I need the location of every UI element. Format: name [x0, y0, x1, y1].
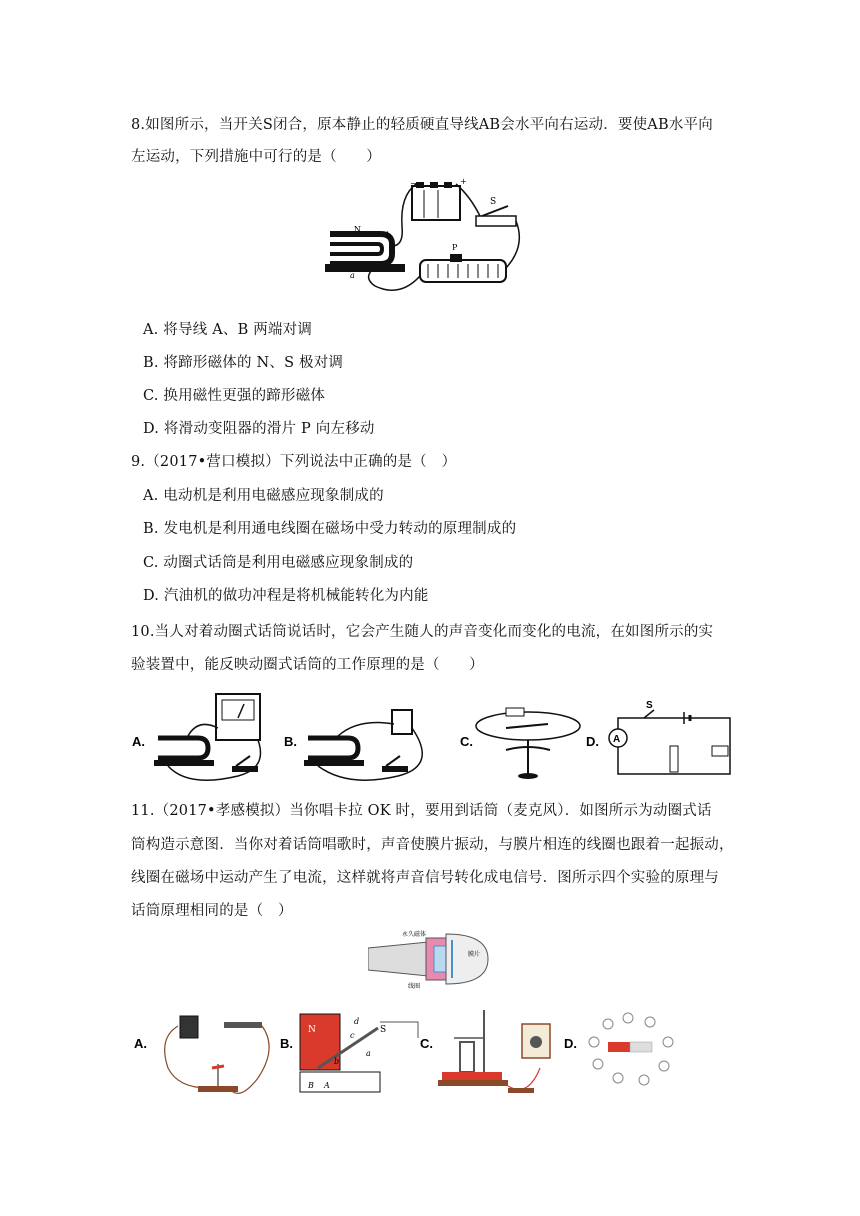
q10-switch-s: S	[646, 700, 653, 711]
q9-stem: 9.（2017•营口模拟）下列说法中正确的是（ ）	[131, 454, 457, 470]
q11-stem-line1: 11.（2017•孝感模拟）当你唱卡拉 OK 时，要用到话筒（麦克风）．如图所示为动圈式话	[131, 803, 712, 819]
q11-b-a: a	[366, 1049, 371, 1058]
q11-stem-line3: 线圈在磁场中运动产生了电流，这样就将声音信号转化成电信号．图所示四个实验的原理与	[131, 870, 719, 886]
q9-option-b: B. 发电机是利用通电线圈在磁场中受力转动的原理制成的	[143, 521, 517, 537]
mic-coil-label: 线圈	[408, 983, 421, 990]
q9-option-c: C. 动圈式话筒是利用电磁感应现象制成的	[143, 555, 414, 571]
q9-option-d: D. 汽油机的做功冲程是将机械能转化为内能	[143, 588, 429, 604]
q11-microphone-figure	[368, 928, 493, 990]
q11-label-d: D.	[564, 1036, 577, 1051]
q10-stem-line2: 验装置中，能反映动圈式话筒的工作原理的是（ ）	[131, 657, 484, 673]
q10-figures	[128, 688, 738, 788]
wire-a-label: a	[350, 271, 355, 280]
q11-stem-line4: 话筒原理相同的是（ ）	[131, 903, 293, 919]
slider-p-label: P	[452, 243, 458, 252]
battery-minus-label: −	[410, 179, 417, 188]
q11-b-A: A	[324, 1081, 330, 1090]
q10-label-a: A.	[132, 734, 145, 749]
switch-s-label: S	[490, 197, 497, 207]
q10-label-c: C.	[460, 734, 473, 749]
battery-plus-label: +	[460, 177, 467, 186]
q11-b-B: B	[308, 1081, 314, 1090]
magnet-n-label: N	[354, 225, 361, 234]
q11-label-c: C.	[420, 1036, 433, 1051]
q10-label-d: D.	[586, 734, 599, 749]
q11-label-b: B.	[280, 1036, 293, 1051]
q8-option-b: B. 将蹄形磁体的 N、S 极对调	[143, 355, 344, 371]
q8-figure	[320, 176, 530, 301]
q11-stem-line2: 筒构造示意图．当你对着话筒唱歌时，声音使膜片振动，与膜片相连的线圈也跟着一起振动，	[131, 837, 734, 853]
q11-figures	[128, 1008, 708, 1108]
q8-stem-line1: 8.如图所示，当开关S闭合，原本静止的轻质硬直导线AB会水平向右运动．要使AB水平向	[131, 117, 713, 133]
wire-b-label: b	[386, 231, 392, 240]
q10-label-b: B.	[284, 734, 297, 749]
q11-b-n: N	[308, 1025, 316, 1035]
q8-option-d: D. 将滑动变阻器的滑片 P 向左移动	[143, 421, 375, 437]
mic-magnet-label: 永久磁体	[402, 931, 427, 938]
q11-b-c: c	[350, 1031, 355, 1040]
q11-b-b: b	[334, 1057, 340, 1066]
q10-stem-line1: 10.当人对着动圈式话筒说话时，它会产生随人的声音变化而变化的电流，在如图所示的实	[131, 624, 714, 640]
mic-film-label: 膜片	[468, 951, 481, 958]
q8-option-c: C. 换用磁性更强的蹄形磁体	[143, 388, 326, 404]
q11-b-d: d	[354, 1017, 360, 1026]
q11-b-s: S	[380, 1025, 387, 1035]
q10-ammeter-a: A	[613, 734, 621, 745]
q8-option-a: A. 将导线 A、B 两端对调	[143, 322, 313, 338]
q9-option-a: A. 电动机是利用电磁感应现象制成的	[143, 488, 384, 504]
q11-label-a: A.	[134, 1036, 147, 1051]
q8-stem-line2: 左运动，下列措施中可行的是（ ）	[131, 149, 381, 165]
